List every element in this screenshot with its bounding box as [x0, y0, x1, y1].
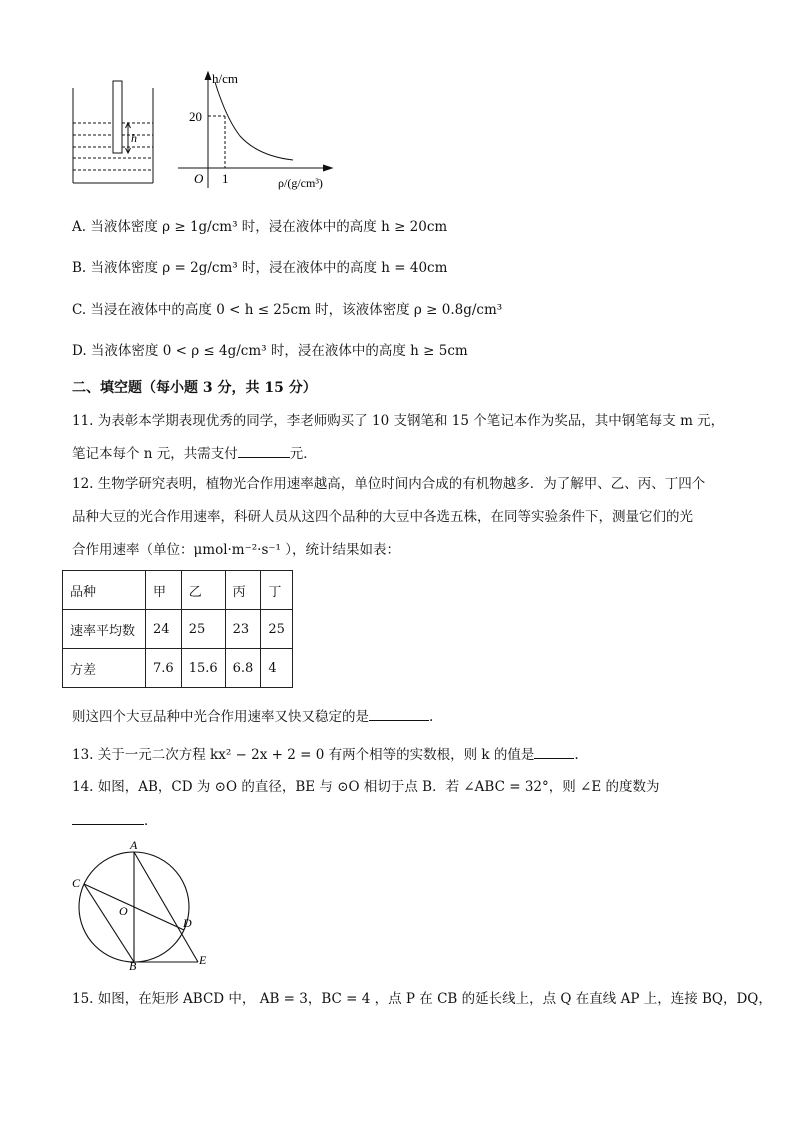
q12-line3: 合作用速率（单位：μmol·m⁻²·s⁻¹ ），统计结果如表： — [72, 542, 400, 558]
q12-after-text-a: 则这四个大豆品种中光合作用速率又快又稳定的是 — [72, 709, 369, 725]
q14-line1: 14. 如图，AB，CD 为 ⊙O 的直径，BE 与 ⊙O 相切于点 B．若 ∠ABC = 32°，则 ∠E 的度数为 — [72, 779, 660, 795]
q11-line2 — [72, 443, 317, 463]
q11-answer-blank[interactable] — [238, 443, 290, 458]
q13-answer-blank[interactable] — [534, 744, 574, 759]
graph-x-tick-1: 1 — [222, 171, 229, 186]
table-row — [63, 610, 293, 649]
table-cell: 25 — [181, 610, 225, 649]
table-header-cell: 品种 — [63, 571, 146, 610]
table-cell: 4 — [261, 649, 293, 688]
graph-origin-label: O — [194, 171, 204, 186]
table-header-cell: 丁 — [261, 571, 293, 610]
table-cell: 速率平均数 — [63, 610, 146, 649]
q13-line — [72, 744, 579, 764]
q13-text-a: 13. 关于一元二次方程 kx² − 2x + 2 = 0 有两个相等的实数根，则 k 的值是 — [72, 747, 535, 763]
table-cell: 23 — [225, 610, 261, 649]
table-cell: 25 — [261, 610, 293, 649]
table-cell: 24 — [146, 610, 182, 649]
q14-line2 — [72, 810, 158, 830]
q14-answer-blank[interactable] — [72, 810, 144, 825]
point-b-label: B — [129, 959, 137, 972]
point-d-label: D — [183, 916, 192, 930]
point-c-label: C — [72, 876, 81, 890]
table-row — [63, 649, 293, 688]
q12-line2: 品种大豆的光合作用速率，科研人员从这四个品种的大豆中各选五株，在同等实验条件下，测量它们的光 — [72, 509, 693, 525]
q12-answer-blank[interactable] — [369, 706, 429, 721]
q14-text-b: ． — [144, 813, 158, 829]
option-b: B. 当液体密度 ρ = 2g/cm³ 时，浸在液体中的高度 h = 40cm — [72, 260, 448, 276]
table-header-cell: 乙 — [181, 571, 225, 610]
graph-y-tick-20: 20 — [189, 109, 202, 124]
q12-line1: 12. 生物学研究表明，植物光合作用速率越高，单位时间内合成的有机物越多．为了解甲、乙、丙、丁四个 — [72, 476, 706, 492]
q12-after — [72, 706, 433, 726]
graph-x-axis-label: ρ/(g/cm³) — [278, 176, 323, 190]
vessel-diagram — [73, 81, 153, 183]
q12-table — [62, 570, 293, 688]
option-c: C. 当浸在液体中的高度 0 < h ≤ 25cm 时，该液体密度 ρ ≥ 0.8g/cm³ — [72, 302, 503, 318]
table-cell: 7.6 — [146, 649, 182, 688]
point-e-label: E — [199, 953, 207, 967]
q15-line1: 15. 如图，在矩形 ABCD 中， AB = 3，BC = 4 ，点 P 在 CB 的延长线上，点 Q 在直线 AP 上，连接 BQ，DQ， — [72, 991, 772, 1007]
option-a: A. 当液体密度 ρ ≥ 1g/cm³ 时，浸在液体中的高度 h ≥ 20cm — [72, 219, 448, 235]
graph-y-axis-label: h/cm — [212, 71, 238, 86]
circle-figure — [66, 836, 226, 972]
point-a-label: A — [130, 838, 138, 852]
q11-text-a: 笔记本每个 n 元，共需支付 — [72, 446, 238, 462]
q12-after-text-b: . — [429, 709, 434, 725]
section-title: 二、填空题（每小题 3 分，共 15 分） — [72, 380, 317, 396]
vessel-h-label: h — [131, 131, 137, 145]
table-header-cell: 丙 — [225, 571, 261, 610]
q13-text-b: . — [574, 747, 579, 763]
option-d: D. 当液体密度 0 < ρ ≤ 4g/cm³ 时，浸在液体中的高度 h ≥ 5cm — [72, 343, 468, 359]
table-header-cell: 甲 — [146, 571, 182, 610]
table-cell: 方差 — [63, 649, 146, 688]
table-cell: 15.6 — [181, 649, 225, 688]
point-o-label: O — [119, 904, 128, 918]
top-figure — [60, 60, 360, 200]
table-row — [63, 571, 293, 610]
segment-ae — [134, 852, 198, 962]
q11-line1: 11. 为表彰本学期表现优秀的同学，李老师购买了 10 支钢笔和 15 个笔记本作为奖品，其中钢笔每支 m 元， — [72, 413, 725, 429]
table-cell: 6.8 — [225, 649, 261, 688]
q11-text-b: 元． — [289, 446, 317, 462]
